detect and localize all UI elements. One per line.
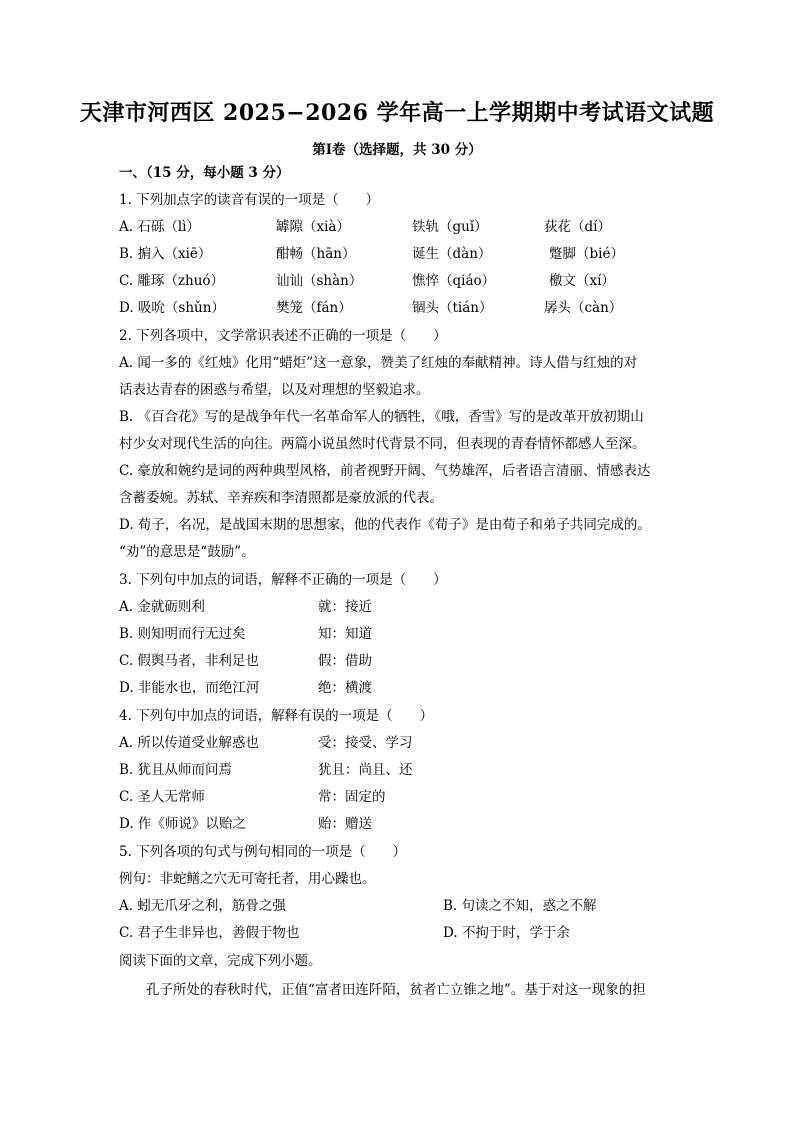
q3-option-b-gloss: 知：知道 [318,626,372,642]
q1-option-c-4: 檄文（xí） [549,273,615,289]
q3-option-d: D. 非能水也，而绝江河 [119,680,260,696]
q1-option-c-2: 讪讪（shàn） [276,273,363,289]
q4-option-c: C. 圣人无常师 [119,789,205,805]
q2-option-c-line1: C. 豪放和婉约是词的两种典型风格，前者视野开阔、气势雄浑，后者语言清丽、情感表达 [119,463,651,479]
q5-option-c: C. 君子生非异也，善假于物也 [119,925,300,941]
q3-option-d-gloss: 绝：横渡 [318,680,372,696]
question-2-stem: 2. 下列各项中，文学常识表述不正确的一项是（ ） [119,328,447,344]
q5-example: 例句：非蛇鳝之穴无可寄托者，用心躁也。 [119,871,376,887]
q4-option-a-gloss: 受：接受、学习 [318,735,413,751]
page-title: 天津市河西区 2025−2026 学年高一上学期期中考试语文试题 [79,100,715,126]
q5-option-b: B. 句读之不知，惑之不解 [443,898,597,914]
q5-option-a: A. 蚓无爪牙之利，筋骨之强 [119,898,286,914]
section-subtitle: 第Ⅰ卷（选择题，共 30 分） [312,142,482,158]
q4-option-b: B. 犹且从师而问焉 [119,762,233,778]
q1-option-d-3: 锢头（tián） [412,300,493,316]
q1-option-a-4: 荻花（dí） [544,219,611,235]
question-5-stem: 5. 下列各项的句式与例句相同的一项是（ ） [119,844,407,860]
reading-passage-line: 孔子所处的春秋时代，正值“富者田连阡陌，贫者亡立锥之地”。基于对这一现象的担 [146,982,646,998]
q1-option-d-4: 孱头（càn） [544,300,623,316]
q1-option-a-3: 铁轨（guǐ） [412,219,488,235]
q2-option-a-line2: 话表达青春的困惑与希望，以及对理想的坚毅追求。 [119,382,430,398]
q1-option-c-1: C. 雕琢（zhuó） [119,273,225,289]
question-3-stem: 3. 下列句中加点的词语，解释不正确的一项是（ ） [119,572,447,588]
section-heading: 一、（15 分，每小题 3 分） [119,165,290,181]
q1-option-a-1: A. 石砾（lì） [119,219,200,235]
q1-option-b-3: 诞生（dàn） [412,246,492,262]
q3-option-a: A. 金就砺则利 [119,599,205,615]
q4-option-c-gloss: 常：固定的 [318,789,386,805]
q2-option-a-line1: A. 闻一多的《红烛》化用“蜡炬”这一意象，赞美了红烛的奉献精神。诗人借与红烛的对 [119,355,638,371]
question-1-stem: 1. 下列加点字的读音有误的一项是（ ） [119,192,380,208]
q2-option-c-line2: 含蓄委婉。苏轼、辛弃疾和李清照都是豪放派的代表。 [119,490,443,506]
q1-option-b-4: 蹩脚（bié） [549,246,624,262]
q3-option-b: B. 则知明而行无过矣 [119,626,246,642]
q4-option-d: D. 作《师说》以贻之 [119,816,246,832]
q1-option-b-1: B. 掮入（xiē） [119,246,212,262]
q1-option-d-2: 樊笼（fán） [276,300,352,316]
q1-option-a-2: 罅隙（xià） [276,219,350,235]
q4-option-d-gloss: 贻：赠送 [318,816,372,832]
q2-option-b-line2: 村少女对现代生活的向往。两篇小说虽然时代背景不同，但表现的青春情怀都感人至深。 [119,436,646,452]
q4-option-a: A. 所以传道受业解惑也 [119,735,259,751]
q1-option-d-1: D. 吸吮（shǔn） [119,300,225,316]
q2-option-d-line1: D. 荀子，名况，是战国末期的思想家，他的代表作《荀子》是由荀子和弟子共同完成的。 [119,517,651,533]
q4-option-b-gloss: 犹且：尚且、还 [318,762,413,778]
q2-option-d-line2: “劝”的意思是“鼓励”。 [119,544,255,560]
q5-option-d: D. 不拘于时，学于余 [443,925,570,941]
reading-intro: 阅读下面的文章，完成下列小题。 [119,953,322,969]
q3-option-c: C. 假舆马者，非利足也 [119,653,259,669]
q1-option-c-3: 憔悴（qiáo） [412,273,496,289]
q3-option-a-gloss: 就：接近 [318,599,372,615]
q2-option-b-line1: B. 《百合花》写的是战争年代一名革命军人的牺牲，《哦，香雪》写的是改革开放初期山 [119,409,644,425]
q3-option-c-gloss: 假：借助 [318,653,372,669]
q1-option-b-2: 酣畅（hān） [276,246,356,262]
question-4-stem: 4. 下列句中加点的词语，解释有误的一项是（ ） [119,708,434,724]
